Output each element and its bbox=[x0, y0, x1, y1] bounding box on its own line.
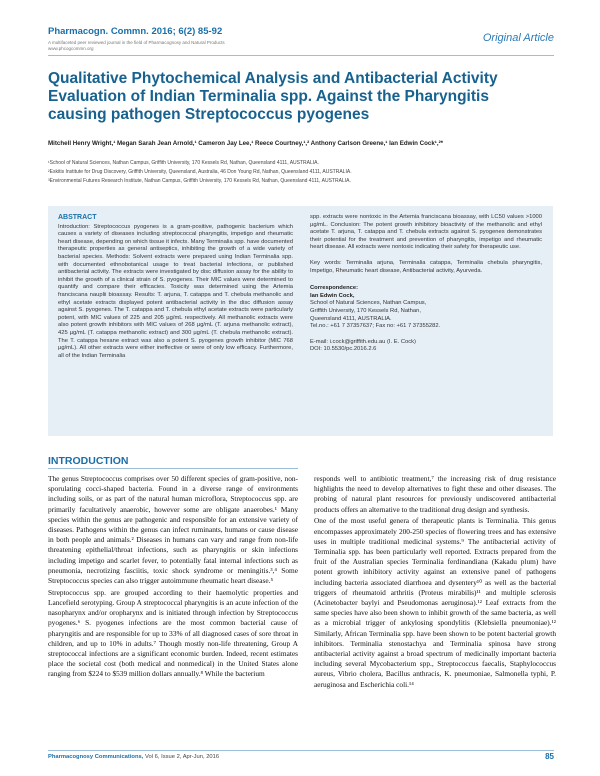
affiliation-2: ²Eskitis Institute for Drug Discovery, Griffith University, Queensland, Australia, 46 Don Young Rd, Nathan, Queensland 4111, AUSTRALIA. bbox=[48, 169, 352, 175]
abstract-box bbox=[48, 206, 553, 436]
body-paragraph: One of the most useful genera of therapeutic plants is Terminalia. This genus encompasses approximately 200-250 species of flowering trees and has extensive uses in multiple traditional medicinal systems.⁹ The antibacterial activity of Terminalia spp. has been particularly well reported. Extracts prepared from the fruit of the Australian species Terminalia ferdinandiana (Kakadu plum) have potent growth inhibitory activity against an extensive panel of pathogens including bacteria associated diarrhoea and dysentery¹⁰ as well as the bacterial triggers of rheumatoid arthritis (Proteus mirabilis)¹¹ and multiple sclerosis (Acinetobacter baylyi and Pseudomonas aeruginosa).¹² Leaf extracts from the same species have also been shown to inhibit growth of the same bacteria, as well as a microbial trigger of ankylosing spondylitis (Klebsiella pneumoniae).¹² Similarly, African Terminalia spp. have been shown to be potent bacterial growth inhibitors. Terminalia stenostachya and Terminalia spinosa have strong antibacterial activity against a broad spectrum of medicinally important bacteria including several Mycobacterium spp., Streptococcus faecalis, Staphylococcus aureus, Vibrio cholera, Bacillus anthracis, K. pneumoniae, Salmonella typhi, P. aeruginosa and Escherichia coli.¹⁴ bbox=[314, 516, 556, 689]
abstract-text-left: Introduction: Streptococcus pyogenes is a gram-positive, pathogenic bacterium which causes a variety of diseases including streptococcal pharyngitis, impetigo and rheumatic heart disease, depending on which tissue it infects. Many Terminalia spp. have documented therapeutic properties as general antiseptics, inhibiting the growth of a wide variety of bacterial species. Methods: Solvent extracts were prepared using Indian Terminalia spp. with documented ethnobotanical usage to treat bacterial infections, or published antibacterial activity. The extracts were investigated by disc diffusion assay for the ability to inhibit the growth of a clinical strain of S. pyogenes. Their MIC values were determined to quantify and compare their efficacies. Toxicity was determined using the Artemia franciscana nauplii bioassay. Results: T. arjuna, T. catappa and T. chebula methanolic and ethyl acetate extracts displayed potent antibacterial activity in the disc diffusion assay against S. pyogenes. The T. catappa and T. chebula ethyl acetate extracts were particularly potent, with MIC values of 225 and 205 µg/mL respectively. All methanolic extracts were also potent growth inhibitors with MIC values of 268 µg/mL (T. arjuna methanolic extract), 425 µg/mL (T. catappa methanolic extract) and 300 µg/mL (T. chebula methanolic extract). The T. catappa hexane extract was also a potent S. pyogenes growth inhibitor (MIC 768 µg/mL). All other extracts were either ineffective or were of only low efficacy. Furthermore, all of the Indian Terminalia bbox=[58, 223, 293, 359]
abstract-left-column bbox=[58, 214, 293, 360]
body-paragraph: Streptococcus spp. are grouped according to their haemolytic properties and Lancefield serotyping. Group A streptococcal pharyngitis is an acute infection of the nasopharynx and/or oropharynx and is initiated through infection by Streptococcus pyogenes.⁶ S. pyogenes infections are the most common bacterial cause of pharyngitis and are responsible for up to 33% of all diagnosed cases of sore throat in children, and up to 10% in adults.⁷ Though mostly non-life threatening, Group A streptococcal infections are a significant economic burden. Indeed, recent estimates place the societal cost (both medical and nonmedical) in the United States alone ranging from $224 to $539 million dollars annually.⁸ While the bacterium bbox=[48, 587, 298, 679]
correspondence-line: School of Natural Sciences, Nathan Campus, bbox=[310, 300, 427, 307]
affiliation-1: ¹School of Natural Sciences, Nathan Campus, Griffith University, 170 Kessels Rd, Nathan, Queensland 4111, AUSTRALIA. bbox=[48, 160, 319, 166]
article-title: Qualitative Phytochemical Analysis and Antibacterial Activity Evaluation of Indian Terminalia spp. Against the Pharyngitis causing pathogen Streptococcus pyogenes bbox=[48, 70, 498, 123]
footer-divider bbox=[48, 750, 554, 751]
author-list: Mitchell Henry Wright,¹ Megan Sarah Jean Arnold,¹ Cameron Jay Lee,¹ Reece Courtney,¹,² Anthony Carlson Greene,¹ Ian Edwin Cock¹,²* bbox=[48, 140, 444, 147]
introduction-heading: INTRODUCTION bbox=[48, 455, 129, 467]
email-link[interactable]: E-mail: i.cock@griffith.edu.au (I. E. Cock) bbox=[310, 338, 416, 345]
abstract-text-right: spp. extracts were nontoxic in the Artemia franciscana bioassay, with LC50 values >1000 µg/mL. Conclusion: The potent growth inhibitory bioactivity of the methanolic and ethyl acetate T. arjuna, T. catappa and T. chebula extracts against S. pyogenes demonstrates their potential for the treatment and prevention of pharyngitis, impetigo and rheumatic heart disease. All extracts were nontoxic indicating their safety for therapeutic use. bbox=[310, 214, 542, 251]
article-type-label: Original Article bbox=[482, 32, 554, 44]
header-divider bbox=[48, 55, 554, 56]
body-paragraph: responds well to antibiotic treatment,⁷ the increasing risk of drug resistance highlights the need to develop alternatives to fight these and other diseases. The probing of natural plant resources for previously undiscovered antibacterial products offers an alternative to the traditional drug design and synthesis. bbox=[314, 474, 556, 514]
page-number: 85 bbox=[545, 752, 554, 761]
journal-citation: Pharmacogn. Commn. 2016; 6(2) 85-92 bbox=[48, 26, 223, 37]
correspondence-name: Ian Edwin Cock, bbox=[310, 292, 355, 299]
footer-journal: Pharmacognosy Communications, bbox=[48, 754, 144, 760]
footer-issue: Vol 6, Issue 2, Apr-Jun, 2016 bbox=[144, 754, 220, 760]
introduction-divider bbox=[48, 468, 298, 469]
correspondence-line: Griffith University, 170 Kessels Rd, Nathan, bbox=[310, 307, 421, 314]
body-right-column bbox=[314, 474, 556, 691]
doi-link[interactable]: DOI: 10.5530/pc.2016.2.6 bbox=[310, 346, 377, 353]
footer-citation bbox=[48, 754, 219, 760]
contact-block bbox=[310, 339, 542, 354]
journal-tagline: A multifaceted peer reviewed journal in the field of Pharmacognosy and Natural Products bbox=[48, 40, 225, 45]
abstract-heading: ABSTRACT bbox=[58, 214, 97, 221]
abstract-right-column bbox=[310, 214, 542, 354]
affiliation-3: ³Environmental Futures Research Institute, Nathan Campus, Griffith University, 170 Kessels Rd, Nathan, Queensland 4111, AUSTRALIA. bbox=[48, 178, 351, 184]
journal-url[interactable]: www.phcogcommn.org bbox=[48, 46, 94, 51]
correspondence-heading: Correspondence: bbox=[310, 285, 358, 292]
correspondence-phone: Tel.no.: +61 7 37357637; Fax no: +61 7 37355282. bbox=[310, 323, 441, 330]
correspondence-line: Queensland 4111, AUSTRALIA. bbox=[310, 315, 392, 322]
body-left-column bbox=[48, 474, 298, 681]
body-paragraph: The genus Streptococcus comprises over 50 different species of gram-positive, non-sporulating cocci-shaped bacteria. Found in a diverse range of environments including soils, or as part of the natural human microflora, Streptococcus spp. are primarily facultatively anaerobic, however some are obligate anaerobes.¹ Many species within the genus are pathogenic and responsible for an extensive variety of diseases. Pathogens within the genus can infect ruminants, humans or cause disease in both people and animals.² Diseases in humans can vary and range from non-life threatening epithelial/throat infections, such as pharyngitis or skin infections including impetigo and scarlet fever, to potentially fatal internal infections such as pneumonia, necrotizing fasciitis, toxic shock syndrome or meningitis.³,⁴ Some Streptococcus species can also trigger autoimmune rheumatic heart disease.⁵ bbox=[48, 474, 298, 586]
keywords: Key words: Terminalia arjuna, Terminalia catappa, Terminalia chebula pharyngitis, Impetigo, Rheumatic heart disease, Antibacterial activity, Ayurveda. bbox=[310, 259, 542, 274]
